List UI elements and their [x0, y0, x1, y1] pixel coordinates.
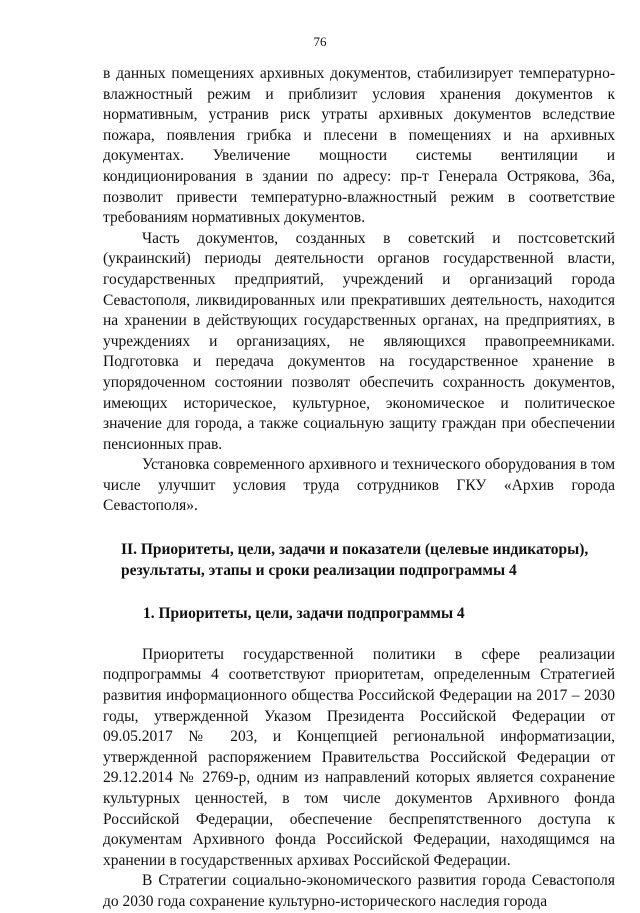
section-heading-line-1: II. Приоритеты, цели, задачи и показатели (целевые индикаторы),: [121, 541, 589, 559]
page-number: 76: [313, 34, 327, 49]
paragraph-archival-documents: Часть документов, созданных в советский и постсоветский (украинский) периоды деятельности органов государственной власти, государственных предприятий, учреждений и организаций города Севастополя, ликвидированных или прекративших деятельность, находится на хранении в действующих государственных органах, на предприятиях, в учреждениях и организациях, не являющихся правопреемниками. Подготовка и передача документов на государственное хранение в упорядоченном состоянии позволят обеспечить сохранность документов, имеющих историческое, культурное, экономическое и политическое значение для города, а также социальную защиту граждан при обеспечении пенсионных прав.: [103, 229, 615, 453]
paragraph-strategy: В Стратегии социально-экономического развития города Севастополя до 2030 года сохранение культурно-исторического наследия города: [103, 872, 615, 910]
document-body: [103, 64, 615, 913]
section-heading: [103, 540, 615, 581]
paragraph-equipment: Установка современного архивного и технического оборудования в том числе улучшит условия труда сотрудников ГКУ «Архив города Севастополя».: [103, 456, 615, 515]
section-heading-line-2: результаты, этапы и сроки реализации подпрограммы 4: [121, 561, 517, 579]
paragraph-continuation: в данных помещениях архивных документов, стабилизирует температурно-влажностный режим и приблизит условия хранения документов к нормативным, устранив риск утраты архивных документов вследствие пожара, появления грибка и плесени в помещениях и на архивных документах. Увеличение мощности системы вентиляции и кондиционирования в здании по адресу: пр-т Генерала Острякова, 36а, позволит привести температурно-влажностный режим в соответствие требованиям нормативных документов.: [103, 65, 615, 227]
subsection-heading: 1. Приоритеты, цели, задачи подпрограммы 4: [143, 605, 465, 623]
paragraph-priorities: Приоритеты государственной политики в сфере реализации подпрограммы 4 соответствуют приоритетам, определенным Стратегией развития информационного общества Российской Федерации на 2017 – 2030 годы, утвержденной Указом Президента Российской Федерации от 09.05.2017 № 203, и Концепцией региональной информатизации, утвержденной распоряжением Правительства Российской Федерации от 29.12.2014 № 2769-р, одним из направлений которых является сохранение культурных ценностей, в том числе документов Архивного фонда Российской Федерации, обеспечение беспрепятственного доступа к документам Архивного фонда Российской Федерации, находящимся на хранении в государственных архивах Российской Федерации.: [103, 645, 615, 869]
